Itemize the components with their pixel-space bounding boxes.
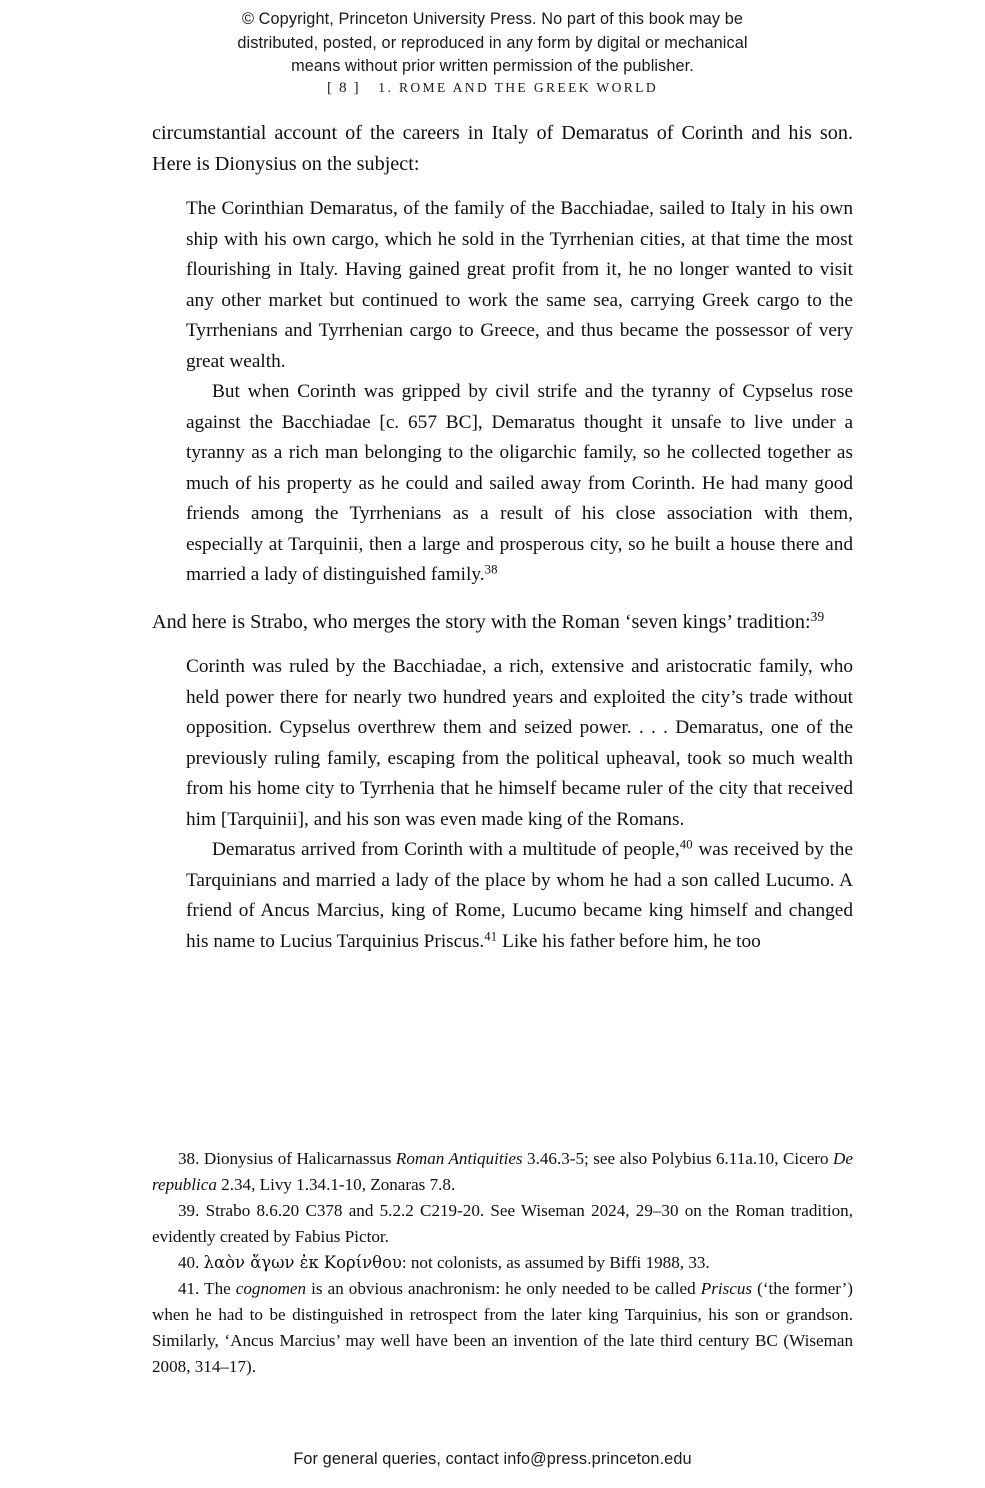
- footnotes-section: [152, 1146, 853, 1380]
- page-folio: [ 8 ]: [326, 79, 361, 96]
- footnote-ref-40[interactable]: 40: [679, 837, 693, 852]
- quote1-paragraph-1: The Corinthian Demaratus, of the family of the Bacchiadae, sailed to Italy in his own ship with his own cargo, which he sold in the Tyrrhenian cities, at that time the most flourishing in Italy. Having gained great profit from it, he no longer wanted to visit any other market but continued to work the same sea, carrying Greek cargo to the Tyrrhenians and Tyrrhenian cargo to Greece, and thus became the possessor of very great wealth.: [186, 198, 853, 372]
- footnote-41-italic-2: Priscus: [700, 1279, 753, 1298]
- footnote-40-seg-1: : not colonists, as assumed by Biffi 1988, 33.: [401, 1253, 710, 1272]
- footnote-41-seg-3: (‘the former’) when he had to be distinguished in retrospect from the later king Tarquinius, his son or grandson. Similarly, ‘Ancus Marcius’ may well have been an invention of the late third century BC (Wiseman 2008, 314–17).: [152, 1279, 853, 1376]
- footnote-38-italic-1: Roman Antiquities: [395, 1149, 523, 1168]
- intro-paragraph: circumstantial account of the careers in Italy of Demaratus of Corinth and his son. Here is Dionysius on the subject:: [152, 122, 853, 175]
- footnote-41-number: 41.: [178, 1279, 200, 1298]
- footnote-40-number: 40.: [178, 1253, 200, 1272]
- footnote-40-greek: λαὸν ἄγων ἐκ Κορίνθου: [203, 1253, 402, 1272]
- text-column: [152, 118, 853, 957]
- copyright-line-3: means without prior written permission of the publisher.: [291, 57, 694, 75]
- quote1-paragraph-2: [186, 377, 853, 591]
- footnote-41-italic-1: cognomen: [235, 1279, 307, 1298]
- footnote-39-seg-1: Strabo 8.6.20 C378 and 5.2.2 C219-20. See Wiseman 2024, 29–30 on the Roman tradition, evidently created by Fabius Pictor.: [152, 1201, 853, 1246]
- footnote-38-seg-3: 2.34, Livy 1.34.1-10, Zonaras 7.8.: [216, 1175, 456, 1194]
- running-head: [0, 79, 985, 97]
- footnote-39: [152, 1198, 853, 1250]
- spacer: [152, 591, 853, 607]
- footnote-39-number: 39.: [178, 1201, 200, 1220]
- footnote-41: [152, 1276, 853, 1380]
- copyright-line-2: distributed, posted, or reproduced in any form by digital or mechanical: [237, 33, 748, 52]
- copyright-line-1: © Copyright, Princeton University Press. No part of this book may be: [241, 10, 744, 28]
- transition-paragraph-text: And here is Strabo, who merges the story with the Roman ‘seven kings’ tradition:: [152, 610, 811, 633]
- footnote-38: [152, 1146, 853, 1198]
- blockquote-dionysius: [186, 194, 853, 591]
- footnote-38-number: 38.: [178, 1149, 200, 1168]
- quote2-seg-2: was received by the Tarquinians and married a lady of the place by whom he had a son called Lucumo. A friend of Ancus Marcius, king of Rome, Lucumo became king himself and changed his name to Lucius Tarquinius Priscus.: [186, 839, 853, 952]
- page-footer: [0, 1450, 985, 1469]
- quote2-paragraph-2: [186, 835, 853, 957]
- spacer: [152, 179, 853, 194]
- footer-text: For general queries, contact info@press.princeton.edu: [293, 1450, 692, 1468]
- spacer: [152, 637, 853, 652]
- quote2-seg-3: Like his father before him, he too: [497, 930, 761, 952]
- copyright-notice: [0, 8, 985, 79]
- quote2-seg-1: Demaratus arrived from Corinth with a multitude of people,: [212, 839, 680, 861]
- transition-paragraph: [152, 607, 853, 638]
- footnote-ref-38[interactable]: 38: [484, 562, 498, 577]
- footnote-38-seg-2: 3.46.3-5; see also Polybius 6.11a.10, Cicero: [522, 1149, 834, 1168]
- footnote-38-seg-1: Dionysius of Halicarnassus: [199, 1149, 396, 1168]
- blockquote-strabo: [186, 652, 853, 957]
- footnote-38-italic-2: De republica: [152, 1149, 853, 1194]
- footnote-41-seg-2: is an obvious anachronism: he only needed to be called: [306, 1279, 701, 1298]
- footnote-40: [152, 1250, 853, 1276]
- chapter-title: 1. ROME AND THE GREEK WORLD: [378, 80, 658, 95]
- footnote-ref-41[interactable]: 41: [484, 929, 498, 944]
- quote2-paragraph-1: Corinth was ruled by the Bacchiadae, a rich, extensive and aristocratic family, who held power there for nearly two hundred years and exploited the city’s trade without opposition. Cypselus overthrew them and seized power. . . . Demaratus, one of the previously ruling family, escaping from the political upheaval, took so much wealth from his home city to Tyrrhenia that he himself became ruler of the city that received him [Tarquinii], and his son was even made king of the Romans.: [186, 656, 853, 830]
- footnote-ref-39[interactable]: 39: [810, 608, 825, 624]
- quote1-paragraph-2-text: But when Corinth was gripped by civil strife and the tyranny of Cypselus rose against the Bacchiadae [c. 657 BC], Demaratus thought it unsafe to live under a tyranny as a rich man belonging to the oligarchic family, so he collected together as much of his property as he could and sailed away from Corinth. He had many good friends among the Tyrrhenians as a result of his close association with them, especially at Tarquinii, then a large and prosperous city, so he built a house there and married a lady of distinguished family.: [186, 381, 853, 586]
- footnote-41-seg-1: The: [199, 1279, 236, 1298]
